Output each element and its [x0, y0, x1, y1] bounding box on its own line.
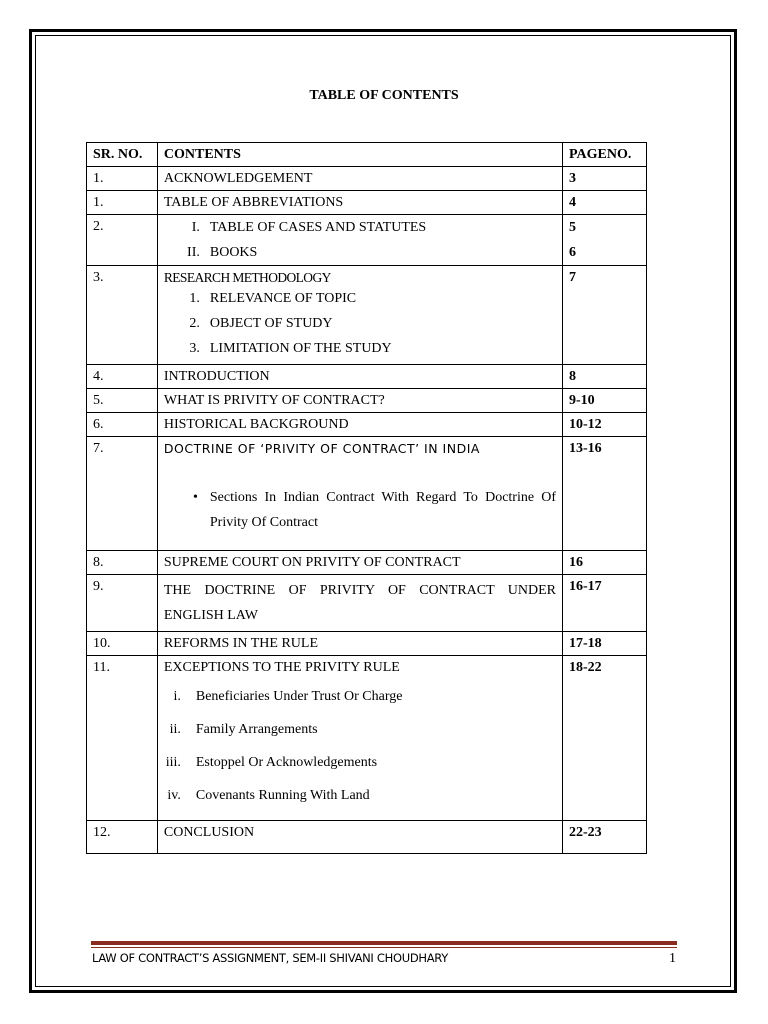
sub-item-label: LIMITATION OF THE STUDY	[209, 341, 392, 356]
row-page: 3	[563, 167, 647, 191]
row-page: 13-16	[563, 437, 647, 551]
sub-item-label: BOOKS	[209, 245, 258, 260]
row-contents	[157, 437, 562, 551]
toc-table	[86, 142, 647, 854]
sub-item-label: Family Arrangements	[195, 722, 318, 737]
footer-page-number: 1	[669, 951, 676, 966]
table-row	[87, 437, 647, 551]
sub-item	[164, 215, 556, 240]
row-contents: INTRODUCTION	[157, 365, 562, 389]
row-sr: 1.	[87, 191, 158, 215]
sub-item-label: Beneficiaries Under Trust Or Charge	[195, 689, 403, 704]
sub-item-number: 3.	[189, 341, 200, 356]
table-row	[87, 191, 647, 215]
sub-item-label: RELEVANCE OF TOPIC	[209, 291, 357, 306]
sub-item	[164, 746, 556, 779]
sub-item-number: iv.	[167, 788, 181, 803]
row-sr: 5.	[87, 389, 158, 413]
row-page-value: 5	[569, 220, 577, 235]
sub-item-number: I.	[191, 220, 200, 235]
table-row	[87, 266, 647, 365]
sub-item-number: iii.	[165, 755, 181, 770]
row-sr: 8.	[87, 551, 158, 575]
page-title: TABLE OF CONTENTS	[309, 88, 459, 103]
row-contents: ACKNOWLEDGEMENT	[157, 167, 562, 191]
row-page: 9-10	[563, 389, 647, 413]
row-page-value: 6	[569, 245, 577, 260]
row-contents: SUPREME COURT ON PRIVITY OF CONTRACT	[157, 551, 562, 575]
header-page-no: PAGENO.	[563, 143, 647, 167]
sub-item-number: II.	[187, 245, 200, 260]
sub-item	[164, 286, 556, 311]
row-page: 10-12	[563, 413, 647, 437]
row-sr: 6.	[87, 413, 158, 437]
table-row	[87, 215, 647, 266]
row-contents: WHAT IS PRIVITY OF CONTRACT?	[157, 389, 562, 413]
row-heading: THE DOCTRINE OF PRIVITY OF CONTRACT UNDER ENGLISH LAW	[163, 583, 557, 623]
footer-rule-thick	[91, 941, 677, 945]
table-row	[87, 551, 647, 575]
header-contents: CONTENTS	[157, 143, 562, 167]
sub-item	[164, 680, 556, 713]
row-contents: REFORMS IN THE RULE	[157, 632, 562, 656]
sub-item-number: 2.	[189, 316, 200, 331]
row-page: 22-23	[563, 821, 647, 854]
sub-item-label: Estoppel Or Acknowledgements	[195, 755, 378, 770]
row-page	[563, 215, 647, 266]
table-row	[87, 575, 647, 632]
row-heading: EXCEPTIONS TO THE PRIVITY RULE	[163, 660, 400, 675]
row-sr: 2.	[87, 215, 158, 266]
sub-item	[164, 713, 556, 746]
row-page: 4	[563, 191, 647, 215]
sub-item	[164, 240, 556, 265]
row-contents	[157, 575, 562, 632]
row-contents: TABLE OF ABBREVIATIONS	[157, 191, 562, 215]
table-row	[87, 389, 647, 413]
bullet-icon: •	[192, 490, 198, 505]
row-contents	[157, 266, 562, 365]
sub-item	[164, 779, 556, 812]
row-sr: 9.	[87, 575, 158, 632]
sub-item	[164, 336, 556, 361]
row-contents	[157, 656, 562, 821]
row-sr: 7.	[87, 437, 158, 551]
row-page: 18-22	[563, 656, 647, 821]
row-page: 17-18	[563, 632, 647, 656]
row-heading: RESEARCH METHODOLOGY	[163, 270, 331, 285]
row-sr: 1.	[87, 167, 158, 191]
row-contents: CONCLUSION	[157, 821, 562, 854]
footer-text: LAW OF CONTRACT’S ASSIGNMENT, SEM-II SHIVANI CHOUDHARY	[92, 951, 448, 965]
row-sr: 10.	[87, 632, 158, 656]
row-heading: DOCTRINE OF ‘PRIVITY OF CONTRACT’ IN INDIA	[163, 441, 480, 456]
table-row	[87, 821, 647, 854]
table-row	[87, 413, 647, 437]
bullet-item	[164, 485, 556, 547]
sub-item-label: TABLE OF CASES AND STATUTES	[209, 220, 427, 235]
sub-item-number: 1.	[189, 291, 200, 306]
header-sr-no: SR. NO.	[87, 143, 158, 167]
sub-item-label: OBJECT OF STUDY	[209, 316, 333, 331]
row-sr: 11.	[87, 656, 158, 821]
row-sr: 4.	[87, 365, 158, 389]
table-row	[87, 632, 647, 656]
table-row	[87, 365, 647, 389]
row-sr: 3.	[87, 266, 158, 365]
row-page: 16	[563, 551, 647, 575]
row-contents	[157, 215, 562, 266]
row-page: 7	[563, 266, 647, 365]
sub-item	[164, 311, 556, 336]
sub-item-number: ii.	[169, 722, 181, 737]
sub-item-label: Covenants Running With Land	[195, 788, 370, 803]
footer-rule-thin	[91, 947, 677, 948]
table-row	[87, 167, 647, 191]
table-row	[87, 656, 647, 821]
table-header-row	[87, 143, 647, 167]
row-page: 16-17	[563, 575, 647, 632]
sub-item-number: i.	[173, 689, 181, 704]
row-page: 8	[563, 365, 647, 389]
row-sr: 12.	[87, 821, 158, 854]
bullet-item-label: Sections In Indian Contract With Regard To Doctrine Of Privity Of Contract	[209, 490, 557, 530]
row-contents: HISTORICAL BACKGROUND	[157, 413, 562, 437]
